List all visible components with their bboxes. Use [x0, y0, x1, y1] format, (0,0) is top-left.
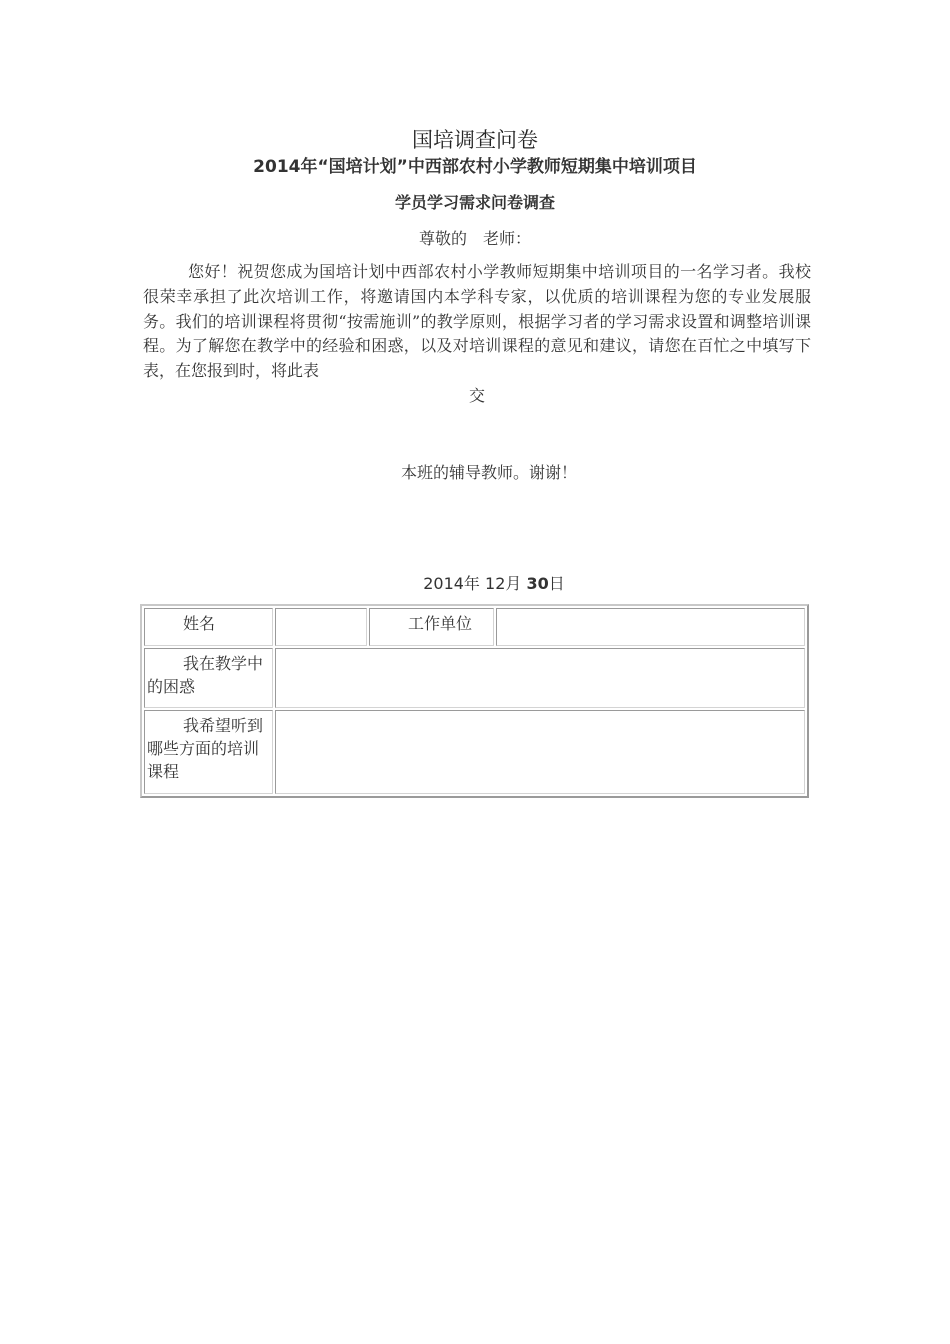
intro-paragraph	[143, 260, 811, 409]
date-month: 12	[485, 574, 506, 593]
table-row	[144, 608, 805, 646]
intro-body: 您好！祝贺您成为国培计划中西部农村小学教师短期集中培训项目的一名学习者。我校很荣幸承担了此次培训工作，将邀请国内本学科专家，以优质的培训课程为您的专业发展服务。我们的培训课程将贯彻“按需施训”的教学原则，根据学习者的学习需求设置和调整培训课程。为了解您在教学中的经验和困惑，以及对培训课程的意见和建议，请您在百忙之中填写下表，在您报到时，将此表	[143, 262, 811, 381]
intro-last-line: 交	[468, 385, 485, 405]
survey-form-table	[140, 604, 809, 798]
date-year: 2014	[423, 574, 464, 593]
teaching-confusion-field[interactable]	[275, 648, 805, 708]
document-title: 国培调查问卷	[412, 128, 538, 152]
name-field[interactable]	[275, 608, 367, 646]
thanks-line: 本班的辅导教师。谢谢！	[400, 463, 577, 482]
salutation	[0, 226, 950, 249]
desired-courses-label: 我希望听到哪些方面的培训课程	[144, 710, 273, 794]
table-row	[144, 648, 805, 708]
survey-subtitle: 学员学习需求问卷调查	[394, 193, 555, 212]
date-year-unit: 年	[463, 574, 480, 593]
name-label: 姓名	[144, 608, 273, 646]
date-day-unit: 日	[548, 574, 565, 593]
document-date	[0, 571, 950, 594]
work-unit-field[interactable]	[496, 608, 805, 646]
teaching-confusion-label: 我在教学中的困惑	[144, 648, 273, 708]
table-row	[144, 710, 805, 794]
desired-courses-field[interactable]	[275, 710, 805, 794]
project-subtitle: 2014年“国培计划”中西部农村小学教师短期集中培训项目	[253, 157, 697, 177]
salutation-prefix: 尊敬的	[418, 229, 467, 248]
date-day: 30	[526, 574, 549, 593]
work-unit-label: 工作单位	[369, 608, 494, 646]
date-month-unit: 月	[505, 574, 522, 593]
salutation-suffix: 老师：	[483, 229, 532, 248]
